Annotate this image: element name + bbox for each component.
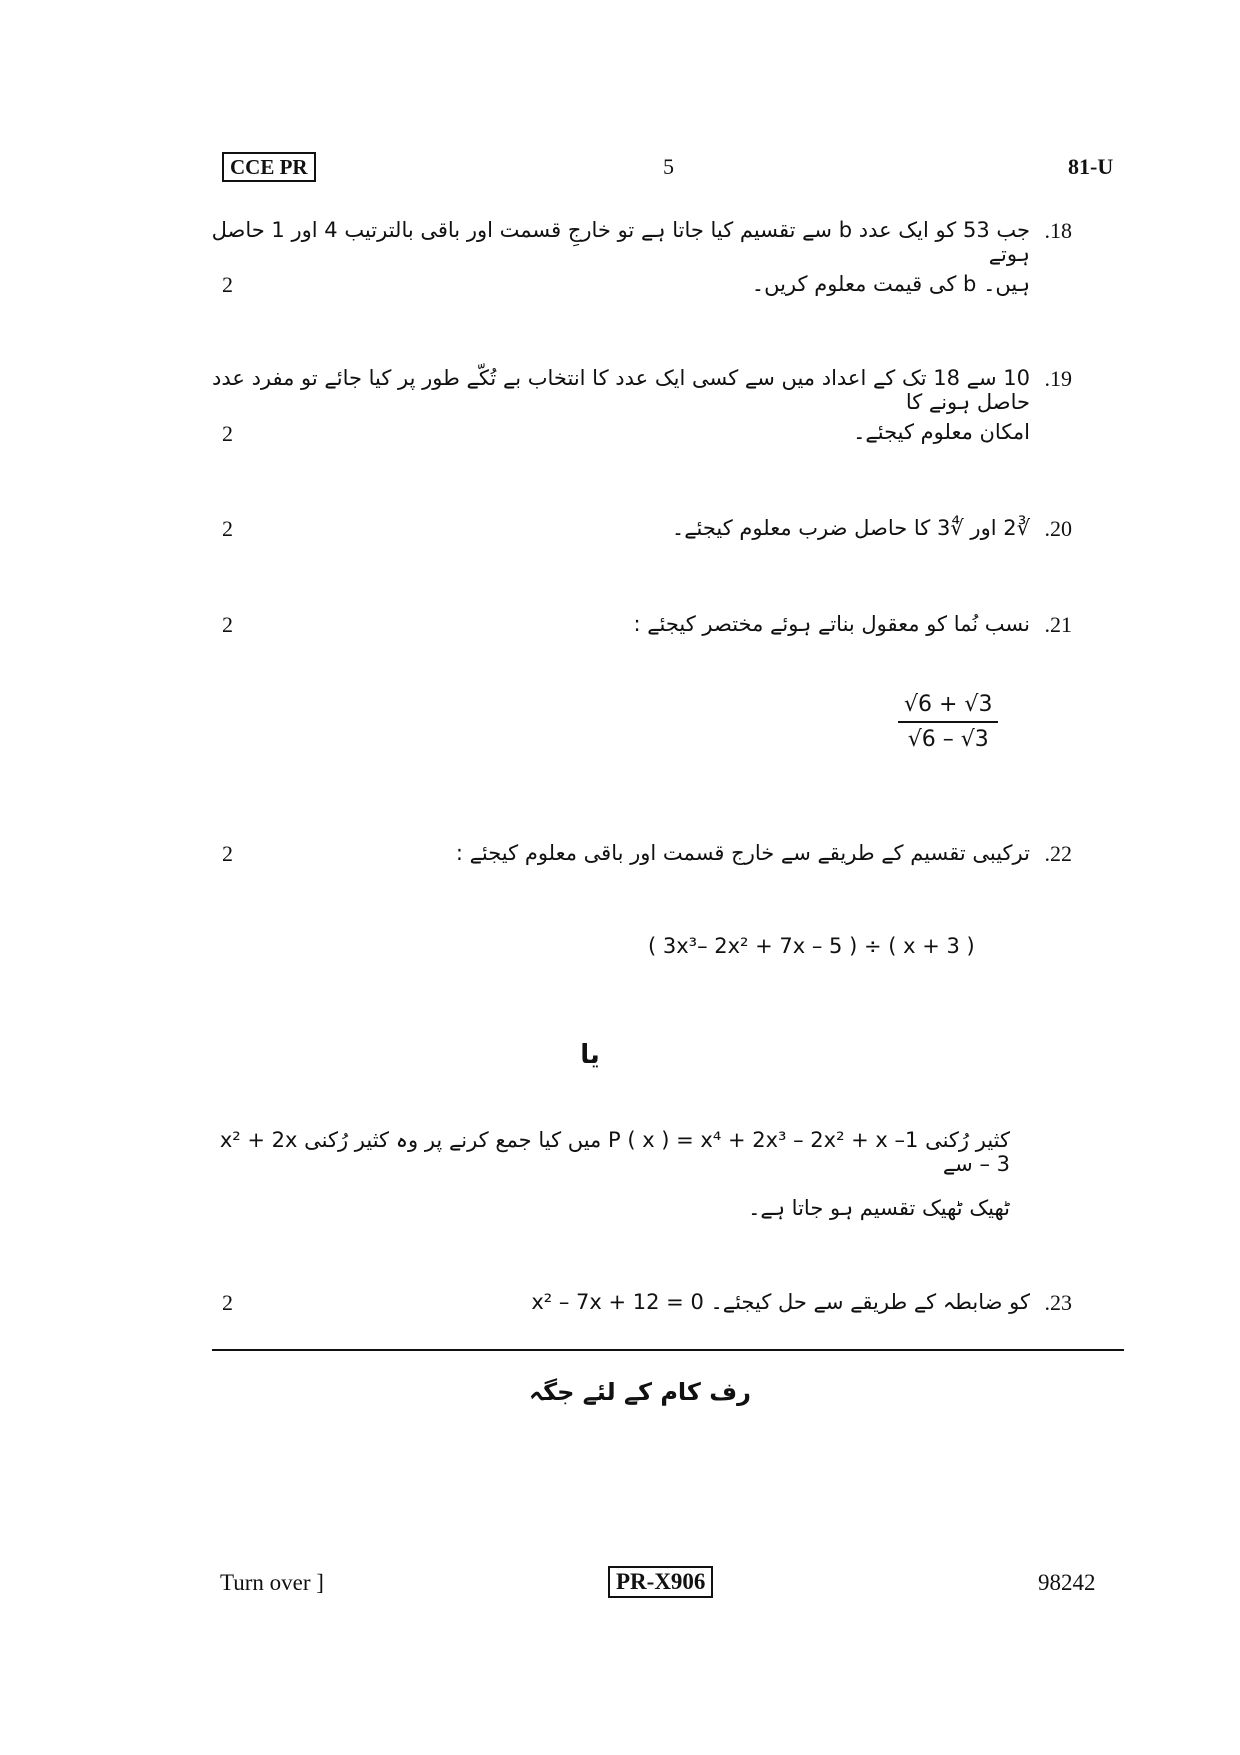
question-19-line-2: امکان معلوم کیجئے۔ bbox=[853, 420, 1030, 444]
or-label: یا bbox=[580, 1040, 600, 1070]
question-21-text: نسب نُما کو معقول بناتے ہوئے مختصر کیجئے : bbox=[633, 612, 1030, 636]
paper-code-header: 81-U bbox=[1068, 154, 1114, 179]
question-19-line-1: 10 سے 18 تک کے اعداد میں سے کسی ایک عدد کا انتخاب بے تُکّے طور پر کیا جائے تو مفرد عدد حاصل ہونے کا bbox=[211, 366, 1030, 414]
question-23-marks: 2 bbox=[222, 1290, 233, 1315]
footer-paper-code: PR-X906 bbox=[608, 1566, 713, 1598]
fraction-denominator: √6 – √3 bbox=[907, 727, 989, 752]
or-question-line-2: ٹھیک ٹھیک تقسیم ہو جاتا ہے۔ bbox=[748, 1196, 1010, 1220]
question-20-text: ∛2 اور ∜3 کا حاصل ضرب معلوم کیجئے۔ bbox=[671, 516, 1030, 540]
question-21-marks: 2 bbox=[222, 612, 233, 637]
question-number-18: .18 bbox=[1044, 218, 1072, 243]
header-box-label: CCE PR bbox=[222, 152, 316, 182]
question-18-marks: 2 bbox=[222, 272, 233, 297]
question-20-marks: 2 bbox=[222, 516, 233, 541]
fraction-numerator: √6 + √3 bbox=[898, 692, 998, 723]
question-21-fraction bbox=[898, 692, 998, 752]
question-18-line-2: ہیں۔ b کی قیمت معلوم کریں۔ bbox=[751, 272, 1030, 296]
question-22-marks: 2 bbox=[222, 841, 233, 866]
question-22-text: ترکیبی تقسیم کے طریقے سے خارج قسمت اور باقی معلوم کیجئے : bbox=[455, 841, 1030, 865]
rough-work-label: رف کام کے لئے جگہ bbox=[529, 1378, 751, 1406]
question-number-23: .23 bbox=[1044, 1290, 1072, 1315]
question-18-line-1: جب 53 کو ایک عدد b سے تقسیم کیا جاتا ہے تو خارجِ قسمت اور باقی بالترتیب 4 اور 1 حاصل ہوتے bbox=[211, 218, 1030, 266]
question-number-20: .20 bbox=[1044, 516, 1072, 541]
question-number-21: .21 bbox=[1044, 612, 1072, 637]
question-23-text: x² – 7x + 12 = 0 کو ضابطہ کے طریقے سے حل کیجئے۔ bbox=[531, 1290, 1030, 1314]
question-22-expression: ( 3x³– 2x² + 7x – 5 ) ÷ ( x + 3 ) bbox=[648, 934, 975, 958]
turn-over-label: Turn over ] bbox=[220, 1570, 324, 1595]
question-number-22: .22 bbox=[1044, 841, 1072, 866]
question-number-19: .19 bbox=[1044, 366, 1072, 391]
footer-serial-number: 98242 bbox=[1038, 1570, 1096, 1595]
page-number: 5 bbox=[663, 154, 674, 179]
or-question-line-1: کثیر رُکنی P ( x ) = x⁴ + 2x³ – 2x² + x –1 میں کیا جمع کرنے پر وہ کثیر رُکنی x² + 2x – 3 سے bbox=[219, 1128, 1010, 1176]
question-19-marks: 2 bbox=[222, 421, 233, 446]
rough-work-divider bbox=[212, 1349, 1124, 1351]
